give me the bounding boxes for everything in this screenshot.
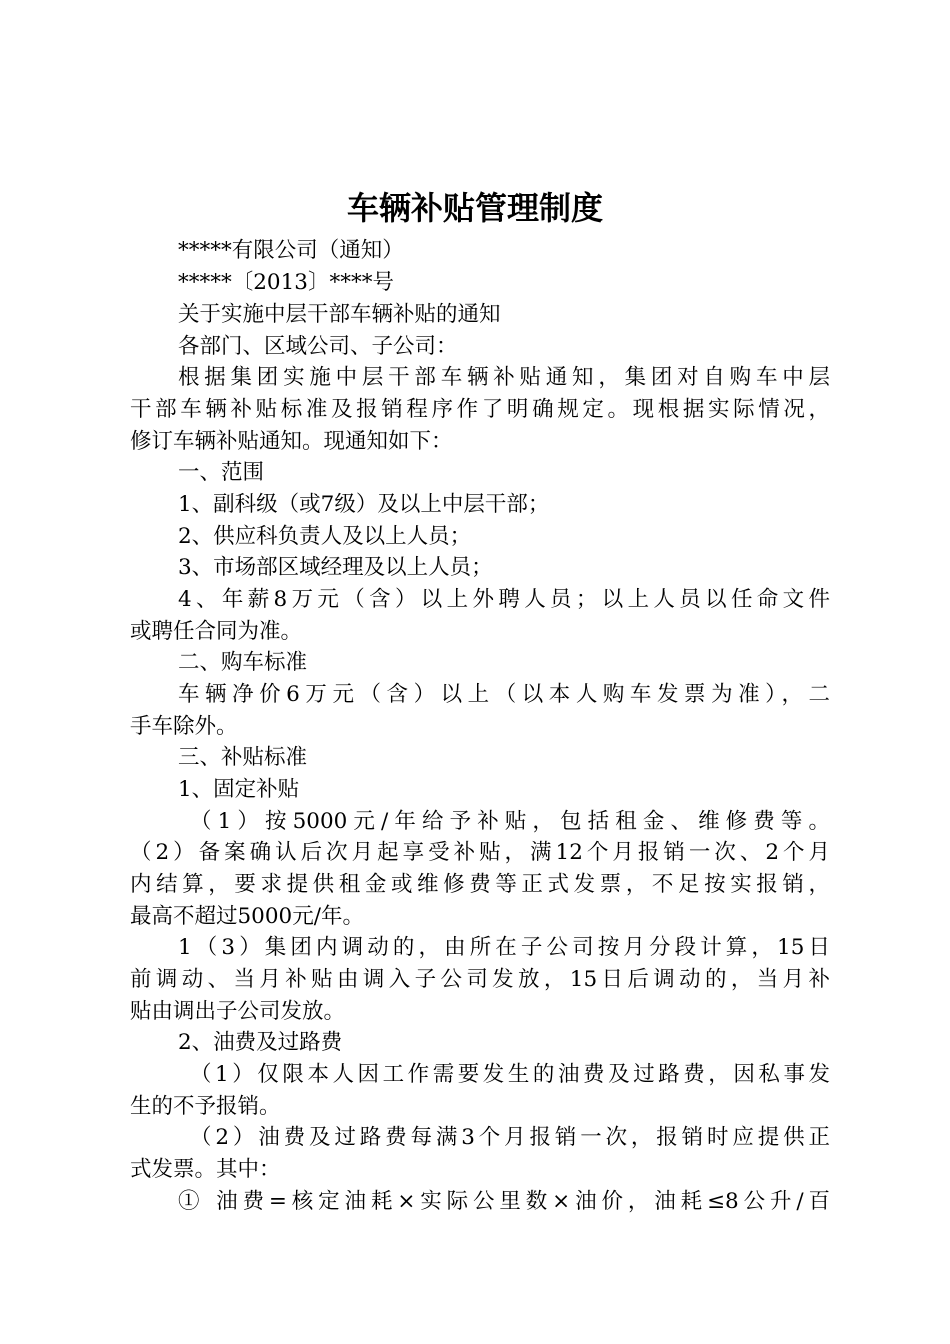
subsection-heading: 2、油费及过路费 xyxy=(178,1030,343,1055)
body-text-line: （2）备案确认后次月起享受补贴，满12个月报销一次、2个月 xyxy=(130,840,830,865)
body-text-line: 内结算，要求提供租金或维修费等正式发票，不足按实报销， xyxy=(130,872,830,897)
company-notice-line: *****有限公司（通知） xyxy=(178,238,404,263)
body-text-line: （1）按5000元/年给予补贴，包括租金、维修费等。 xyxy=(190,809,830,834)
section-heading-subsidy: 三、补贴标准 xyxy=(178,745,308,770)
body-text-line: 干部车辆补贴标准及报销程序作了明确规定。现根据实际情况， xyxy=(130,397,830,422)
notice-subject-line: 关于实施中层干部车辆补贴的通知 xyxy=(178,302,501,327)
body-text-line: ① 油费=核定油耗×实际公里数×油价，油耗≤8公升/百 xyxy=(178,1189,830,1214)
document-number-line: *****〔2013〕****号 xyxy=(178,270,394,295)
body-text-line: 或聘任合同为准。 xyxy=(130,619,303,644)
addressee-line: 各部门、区域公司、子公司： xyxy=(178,334,458,359)
section-heading-purchase: 二、购车标准 xyxy=(178,650,308,675)
body-text-line: 车辆净价6万元（含）以上（以本人购车发票为准），二 xyxy=(178,682,830,707)
body-text-line: 生的不予报销。 xyxy=(130,1094,281,1119)
document-title: 车辆补贴管理制度 xyxy=(346,189,603,227)
body-text-line: 式发票。其中： xyxy=(130,1157,281,1182)
list-item: 1、副科级（或7级）及以上中层干部； xyxy=(178,492,550,517)
body-text-line: 修订车辆补贴通知。现通知如下： xyxy=(130,429,453,454)
list-item: 4、年薪8万元（含）以上外聘人员；以上人员以任命文件 xyxy=(178,587,830,612)
body-text-line: 根据集团实施中层干部车辆补贴通知，集团对自购车中层 xyxy=(178,365,830,390)
subsection-heading: 1、固定补贴 xyxy=(178,777,300,802)
section-heading-scope: 一、范围 xyxy=(178,460,265,485)
body-text-line: 手车除外。 xyxy=(130,714,238,739)
list-item: 2、供应科负责人及以上人员； xyxy=(178,524,472,549)
body-text-line: （1）仅限本人因工作需要发生的油费及过路费，因私事发 xyxy=(190,1062,830,1087)
body-text-line: 贴由调出子公司发放。 xyxy=(130,999,346,1024)
body-text-line: （2）油费及过路费每满3个月报销一次，报销时应提供正 xyxy=(190,1125,830,1150)
list-item: 3、市场部区域经理及以上人员； xyxy=(178,555,493,580)
body-text-line: 前调动、当月补贴由调入子公司发放，15日后调动的，当月补 xyxy=(130,967,830,992)
body-text-line: 1（3）集团内调动的，由所在子公司按月分段计算，15日 xyxy=(178,935,830,960)
body-text-line: 最高不超过5000元/年。 xyxy=(130,904,364,929)
